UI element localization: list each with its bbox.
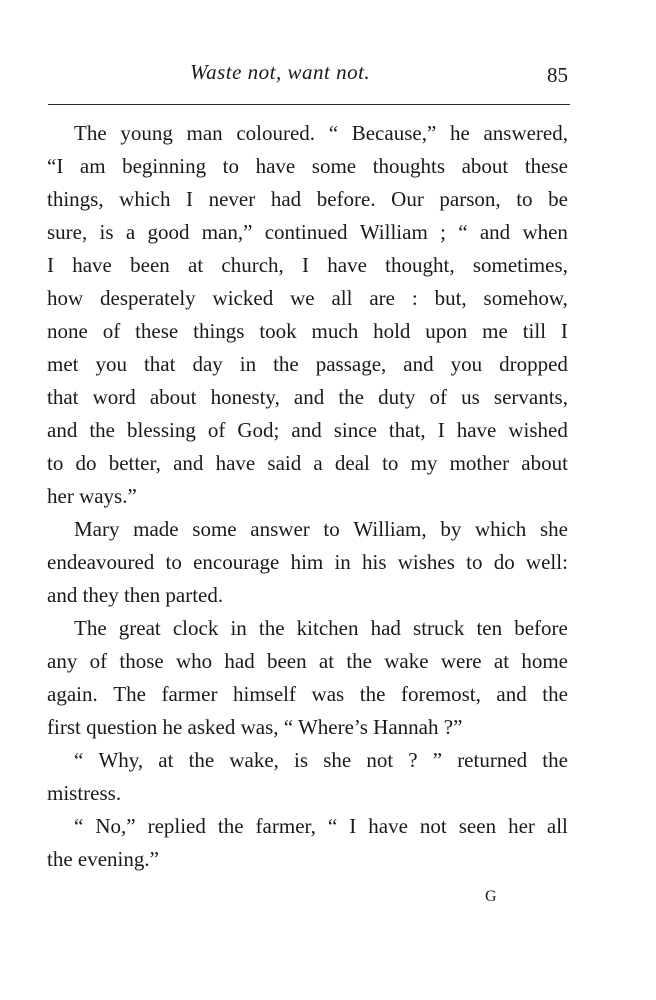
paragraph [47, 612, 568, 744]
text-line: Mary made some answer to William, by which she [74, 517, 568, 541]
text-line: her ways.” [47, 484, 137, 508]
signature-mark: G [485, 888, 497, 905]
text-line: again. The farmer himself was the foremost, and the [47, 682, 568, 706]
text-line: things, which I never had before. Our parson, to be [47, 187, 568, 211]
paragraph [47, 810, 568, 876]
text-line: The young man coloured. “ Because,” he answered, [74, 121, 568, 145]
text-line: met you that day in the passage, and you dropped [47, 352, 568, 376]
paragraph [47, 744, 568, 810]
running-title: Waste not, want not. [190, 60, 371, 84]
text-line: the evening.” [47, 847, 159, 871]
text-line: endeavoured to encourage him in his wishes to do well: [47, 550, 568, 574]
text-line: any of those who had been at the wake were at home [47, 649, 568, 673]
text-line: and the blessing of God; and since that, I have wished [47, 418, 568, 442]
text-line: that word about honesty, and the duty of us servants, [47, 385, 568, 409]
text-line: The great clock in the kitchen had struck ten before [74, 616, 568, 640]
running-header [0, 60, 656, 90]
text-line: mistress. [47, 781, 122, 805]
paragraph [47, 117, 568, 513]
text-line: “ No,” replied the farmer, “ I have not seen her all [74, 814, 568, 838]
page-number: 85 [547, 63, 568, 87]
text-line: none of these things took much hold upon me till I [47, 319, 568, 343]
text-line: “ Why, at the wake, is she not ? ” returned the [74, 748, 568, 772]
text-line: “I am beginning to have some thoughts about these [47, 154, 568, 178]
body-text [47, 117, 568, 876]
text-line: to do better, and have said a deal to my mother about [47, 451, 568, 475]
text-line: I have been at church, I have thought, sometimes, [47, 253, 568, 277]
paragraph [47, 513, 568, 612]
text-line: and they then parted. [47, 583, 224, 607]
text-line: how desperately wicked we all are : but, somehow, [47, 286, 568, 310]
text-line: first question he asked was, “ Where’s Hannah ?” [47, 715, 463, 739]
header-rule [48, 104, 570, 105]
text-line: sure, is a good man,” continued William ; “ and when [47, 220, 568, 244]
